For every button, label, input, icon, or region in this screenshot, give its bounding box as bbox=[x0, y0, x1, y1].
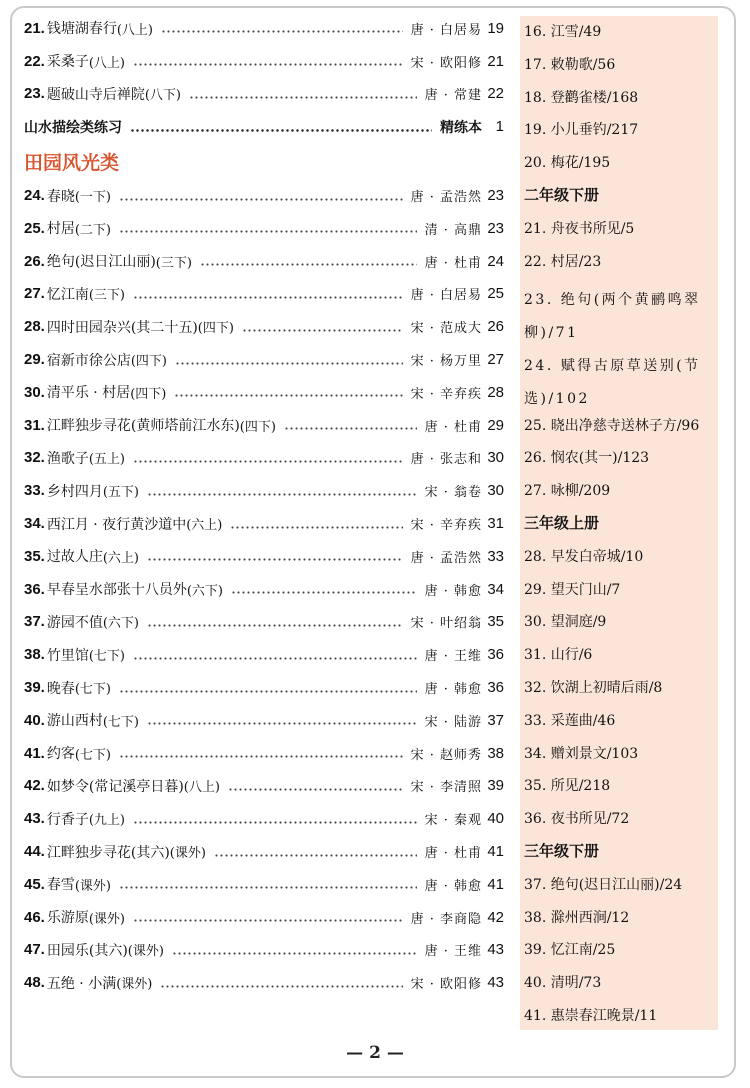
index-item[interactable]: 26. 悯农(其一)/123 bbox=[524, 450, 650, 467]
entry-grade: (三下) bbox=[155, 255, 192, 271]
toc-list-pastoral bbox=[24, 179, 504, 999]
toc-entry[interactable] bbox=[24, 934, 504, 967]
leader-dots bbox=[147, 484, 417, 498]
entry-author: 宋 · 辛弃疾 bbox=[410, 386, 482, 402]
index-item[interactable]: 23. 绝句(两个黄鹂鸣翠柳)/71 bbox=[524, 292, 701, 342]
entry-number: 48. bbox=[24, 974, 45, 992]
entry-grade: (四下) bbox=[197, 321, 234, 337]
entry-page: 31 bbox=[487, 515, 504, 533]
entry-page: 43 bbox=[487, 941, 504, 959]
entry-grade: (九上) bbox=[88, 813, 126, 829]
toc-entry[interactable] bbox=[24, 802, 504, 835]
index-item[interactable]: 33. 采莲曲/46 bbox=[524, 712, 616, 729]
entry-title: 钱塘湖春行 bbox=[46, 21, 117, 38]
leader-dots bbox=[133, 54, 403, 68]
entry-title: 游园不值 bbox=[46, 614, 103, 631]
entry-grade: (八上) bbox=[116, 22, 154, 38]
entry-title: 清平乐 · 村居 bbox=[46, 385, 131, 402]
practice-book: 精练本 bbox=[440, 118, 482, 135]
entry-title: 乐游原 bbox=[46, 910, 89, 927]
practice-row[interactable] bbox=[24, 110, 504, 143]
entry-title: 采桑子 bbox=[46, 54, 89, 71]
leader-dots bbox=[160, 976, 402, 990]
entry-page: 36 bbox=[487, 646, 504, 664]
section-title: 田园风光类 bbox=[24, 151, 120, 174]
entry-title: 五绝 · 小满 bbox=[46, 975, 117, 992]
entry-title: 江畔独步寻花(黄师塔前江水东) bbox=[46, 418, 240, 435]
entry-page: 28 bbox=[487, 383, 504, 401]
leader-dots bbox=[175, 353, 403, 367]
toc-entry[interactable] bbox=[24, 442, 504, 475]
entry-page: 41 bbox=[487, 843, 504, 861]
toc-entry[interactable] bbox=[24, 868, 504, 901]
toc-entry[interactable] bbox=[24, 409, 504, 442]
entry-grade: (五下) bbox=[102, 485, 140, 501]
entry-number: 37. bbox=[24, 613, 45, 631]
index-item[interactable]: 36. 夜书所见/72 bbox=[524, 811, 630, 828]
entry-title: 约客 bbox=[46, 746, 75, 763]
entry-title: 游山西村 bbox=[46, 713, 103, 730]
entry-page: 23 bbox=[487, 187, 504, 205]
index-item[interactable]: 39. 忆江南/25 bbox=[524, 942, 616, 959]
entry-number: 41. bbox=[24, 744, 45, 762]
toc-entry[interactable] bbox=[24, 212, 504, 245]
entry-grade: (一下) bbox=[74, 190, 112, 206]
entry-title: 春晓 bbox=[46, 188, 75, 205]
entry-title: 乡村四月 bbox=[46, 483, 103, 500]
entry-title: 西江月 · 夜行黄沙道中 bbox=[46, 516, 187, 533]
entry-page: 21 bbox=[487, 52, 504, 70]
toc-list-landscape bbox=[24, 12, 504, 110]
entry-number: 21. bbox=[24, 19, 45, 37]
entry-title: 绝句(迟日江山丽) bbox=[46, 254, 156, 271]
entry-number: 36. bbox=[24, 580, 45, 598]
entry-author: 唐 · 杜甫 bbox=[424, 419, 482, 435]
entry-number: 29. bbox=[24, 351, 45, 369]
entry-author: 唐 · 韩愈 bbox=[424, 682, 482, 698]
leader-dots bbox=[147, 615, 403, 629]
entry-grade: (二下) bbox=[74, 222, 112, 238]
index-item[interactable]: 19. 小儿垂钓/217 bbox=[524, 122, 639, 139]
entry-number: 33. bbox=[24, 482, 45, 500]
entry-number: 35. bbox=[24, 547, 45, 565]
entry-title: 渔歌子 bbox=[46, 450, 89, 467]
entry-grade: (八上) bbox=[88, 55, 126, 71]
entry-number: 45. bbox=[24, 875, 45, 893]
entry-grade: (七下) bbox=[74, 747, 112, 763]
entry-number: 46. bbox=[24, 908, 45, 926]
entry-page: 22 bbox=[487, 85, 504, 103]
entry-number: 43. bbox=[24, 810, 45, 828]
leader-dots bbox=[228, 779, 403, 793]
page-number: — 2 — bbox=[346, 1043, 404, 1063]
entry-title: 如梦令(常记溪亭日暮) bbox=[46, 778, 184, 795]
entry-number: 28. bbox=[24, 318, 45, 336]
index-item[interactable]: 17. 敕勒歌/56 bbox=[524, 56, 616, 73]
practice-title: 山水描绘类练习 bbox=[24, 118, 122, 135]
toc-left-column bbox=[24, 12, 504, 999]
entry-page: 30 bbox=[487, 482, 504, 500]
entry-page: 25 bbox=[487, 285, 504, 303]
entry-author: 宋 · 赵师秀 bbox=[410, 747, 482, 763]
entry-author: 唐 · 李商隐 bbox=[410, 911, 482, 927]
entry-title: 忆江南 bbox=[46, 286, 89, 303]
toc-entry[interactable] bbox=[24, 638, 504, 671]
practice-page: 1 bbox=[495, 118, 504, 136]
entry-author: 唐 · 白居易 bbox=[410, 288, 482, 304]
toc-entry[interactable] bbox=[24, 901, 504, 934]
entry-title: 竹里馆 bbox=[46, 647, 89, 664]
entry-page: 42 bbox=[487, 908, 504, 926]
entry-page: 40 bbox=[487, 810, 504, 828]
leader-dots bbox=[174, 385, 402, 399]
entry-author: 唐 · 孟浩然 bbox=[410, 190, 482, 206]
entry-author: 唐 · 王维 bbox=[424, 944, 482, 960]
entry-grade: (八下) bbox=[144, 88, 182, 104]
entry-author: 宋 · 杨万里 bbox=[410, 354, 482, 370]
leader-dots bbox=[133, 812, 417, 826]
toc-entry[interactable] bbox=[24, 45, 504, 78]
entry-page: 34 bbox=[487, 580, 504, 598]
toc-entry[interactable] bbox=[24, 737, 504, 770]
index-item[interactable]: 27. 咏柳/209 bbox=[524, 483, 611, 500]
entry-author: 宋 · 陆游 bbox=[424, 714, 482, 730]
toc-entry[interactable] bbox=[24, 507, 504, 540]
entry-title: 过故人庄 bbox=[46, 549, 103, 566]
leader-dots bbox=[189, 87, 417, 101]
entry-page: 43 bbox=[487, 974, 504, 992]
leader-dots bbox=[130, 120, 432, 134]
index-item[interactable]: 38. 滁州西涧/12 bbox=[524, 909, 630, 926]
entry-grade: (六上) bbox=[102, 550, 140, 566]
entry-number: 32. bbox=[24, 449, 45, 467]
entry-grade: (四下) bbox=[130, 354, 168, 370]
entry-grade: (课外) bbox=[116, 977, 153, 993]
entry-number: 31. bbox=[24, 416, 45, 434]
leader-dots bbox=[242, 320, 403, 334]
entry-author: 唐 · 常建 bbox=[424, 88, 482, 104]
entry-grade: (五上) bbox=[88, 452, 126, 468]
index-item[interactable]: 20. 梅花/195 bbox=[524, 155, 611, 172]
entry-page: 37 bbox=[487, 711, 504, 729]
entry-page: 33 bbox=[487, 547, 504, 565]
index-item[interactable]: 28. 早发白帝城/10 bbox=[524, 548, 644, 565]
entry-title: 春雪 bbox=[46, 877, 75, 894]
grade-index-column bbox=[520, 16, 718, 1030]
index-item[interactable]: 16. 江雪/49 bbox=[524, 24, 602, 40]
leader-dots bbox=[119, 746, 403, 760]
entry-grade: (八上) bbox=[183, 780, 220, 796]
leader-dots bbox=[172, 943, 417, 957]
entry-page: 36 bbox=[487, 679, 504, 697]
index-item[interactable]: 30. 望洞庭/9 bbox=[524, 614, 607, 631]
entry-author: 唐 · 杜甫 bbox=[424, 255, 482, 271]
entry-page: 19 bbox=[487, 19, 504, 37]
entry-title: 行香子 bbox=[46, 811, 89, 828]
entry-grade: (课外) bbox=[169, 846, 206, 862]
index-item[interactable]: 41. 惠崇春江晚景/11 bbox=[524, 1008, 658, 1024]
index-item[interactable]: 31. 山行/6 bbox=[524, 647, 593, 664]
entry-author: 宋 · 辛弃疾 bbox=[410, 518, 482, 534]
entry-author: 唐 · 杜甫 bbox=[424, 846, 482, 862]
entry-author: 唐 · 王维 bbox=[424, 649, 482, 665]
entry-number: 24. bbox=[24, 187, 45, 205]
toc-entry[interactable] bbox=[24, 310, 504, 343]
leader-dots bbox=[147, 713, 417, 727]
entry-number: 25. bbox=[24, 219, 45, 237]
entry-grade: (六下) bbox=[186, 583, 224, 599]
index-item[interactable]: 32. 饮湖上初晴后雨/8 bbox=[524, 680, 663, 696]
entry-grade: (四下) bbox=[239, 419, 276, 435]
entry-page: 35 bbox=[487, 613, 504, 631]
entry-title: 田园乐(其六) bbox=[46, 942, 128, 959]
entry-page: 27 bbox=[487, 351, 504, 369]
toc-entry[interactable] bbox=[24, 245, 504, 278]
entry-title: 村居 bbox=[46, 221, 75, 238]
entry-author: 宋 · 范成大 bbox=[410, 321, 482, 337]
index-item[interactable]: 21. 舟夜书所见/5 bbox=[524, 220, 635, 237]
entry-number: 23. bbox=[24, 85, 45, 103]
entry-number: 39. bbox=[24, 679, 45, 697]
entry-number: 42. bbox=[24, 777, 45, 795]
leader-dots bbox=[133, 451, 403, 465]
entry-grade: (课外) bbox=[127, 944, 164, 960]
entry-author: 宋 · 欧阳修 bbox=[410, 55, 482, 71]
index-item[interactable]: 35. 所见/218 bbox=[524, 778, 611, 795]
leader-dots bbox=[133, 648, 417, 662]
entry-grade: (七下) bbox=[102, 714, 140, 730]
index-item[interactable]: 18. 登鹳雀楼/168 bbox=[524, 89, 639, 106]
entry-title: 四时田园杂兴(其二十五) bbox=[46, 319, 198, 336]
toc-entry[interactable] bbox=[24, 573, 504, 606]
leader-dots bbox=[161, 21, 403, 35]
entry-page: 30 bbox=[487, 449, 504, 467]
index-item[interactable]: 34. 赠刘景文/103 bbox=[524, 745, 639, 762]
entry-grade: (三下) bbox=[88, 288, 126, 304]
toc-entry[interactable] bbox=[24, 770, 504, 803]
entry-grade: (七下) bbox=[74, 682, 112, 698]
toc-entry[interactable] bbox=[24, 966, 504, 999]
entry-grade: (四下) bbox=[130, 386, 167, 402]
entry-grade: (七下) bbox=[88, 649, 126, 665]
entry-number: 34. bbox=[24, 515, 45, 533]
leader-dots bbox=[133, 910, 403, 924]
leader-dots bbox=[230, 517, 402, 531]
entry-grade: (六下) bbox=[102, 616, 140, 632]
grade-heading: 三年级下册 bbox=[524, 843, 600, 860]
entry-author: 唐 · 白居易 bbox=[410, 22, 482, 38]
leader-dots bbox=[231, 582, 417, 596]
entry-page: 24 bbox=[487, 252, 504, 270]
leader-dots bbox=[284, 418, 417, 432]
entry-grade: (课外) bbox=[88, 911, 126, 927]
entry-page: 29 bbox=[487, 416, 504, 434]
toc-entry[interactable] bbox=[24, 376, 504, 409]
entry-author: 宋 · 李清照 bbox=[410, 780, 482, 796]
entry-number: 22. bbox=[24, 52, 45, 70]
index-item[interactable]: 40. 清明/73 bbox=[524, 975, 602, 992]
entry-page: 23 bbox=[487, 219, 504, 237]
leader-dots bbox=[147, 549, 403, 563]
leader-dots bbox=[119, 681, 417, 695]
entry-page: 38 bbox=[487, 744, 504, 762]
entry-author: 唐 · 张志和 bbox=[410, 452, 482, 468]
entry-grade: (课外) bbox=[74, 878, 112, 894]
leader-dots bbox=[119, 189, 403, 203]
entry-author: 宋 · 秦观 bbox=[424, 813, 482, 829]
entry-number: 27. bbox=[24, 285, 45, 303]
entry-page: 41 bbox=[487, 875, 504, 893]
grade-heading: 三年级上册 bbox=[524, 515, 600, 532]
entry-page: 26 bbox=[487, 318, 504, 336]
toc-entry[interactable] bbox=[24, 78, 504, 111]
entry-title: 晚春 bbox=[46, 680, 75, 697]
entry-title: 题破山寺后禅院 bbox=[46, 86, 145, 103]
grade-heading: 二年级下册 bbox=[524, 187, 600, 204]
index-item[interactable]: 24. 赋得古原草送别(节选)/102 bbox=[524, 358, 701, 407]
toc-entry[interactable] bbox=[24, 540, 504, 573]
entry-title: 宿新市徐公店 bbox=[46, 352, 131, 369]
leader-dots bbox=[119, 877, 417, 891]
entry-page: 39 bbox=[487, 777, 504, 795]
entry-title: 早春呈水部张十八员外 bbox=[46, 582, 187, 599]
leader-dots bbox=[119, 221, 417, 235]
entry-number: 40. bbox=[24, 711, 45, 729]
entry-number: 26. bbox=[24, 252, 45, 270]
leader-dots bbox=[200, 254, 417, 268]
leader-dots bbox=[214, 845, 417, 859]
toc-entry[interactable] bbox=[24, 474, 504, 507]
toc-entry[interactable] bbox=[24, 704, 504, 737]
entry-number: 44. bbox=[24, 843, 45, 861]
toc-entry[interactable] bbox=[24, 179, 504, 212]
entry-author: 唐 · 韩愈 bbox=[424, 583, 482, 599]
entry-author: 宋 · 欧阳修 bbox=[410, 977, 482, 993]
toc-entry[interactable] bbox=[24, 278, 504, 311]
leader-dots bbox=[133, 287, 403, 301]
entry-author: 宋 · 翁卷 bbox=[424, 485, 482, 501]
toc-entry[interactable] bbox=[24, 606, 504, 639]
entry-author: 清 · 高鼎 bbox=[424, 222, 482, 238]
toc-entry[interactable] bbox=[24, 835, 504, 868]
toc-entry[interactable] bbox=[24, 12, 504, 45]
index-item[interactable]: 29. 望天门山/7 bbox=[524, 581, 621, 598]
entry-number: 30. bbox=[24, 383, 45, 401]
index-item[interactable]: 22. 村居/23 bbox=[524, 253, 602, 270]
index-item[interactable]: 37. 绝句(迟日江山丽)/24 bbox=[524, 876, 683, 893]
entry-number: 47. bbox=[24, 941, 45, 959]
toc-entry[interactable] bbox=[24, 671, 504, 704]
entry-title: 江畔独步寻花(其六) bbox=[46, 844, 170, 861]
entry-author: 宋 · 叶绍翁 bbox=[410, 616, 482, 632]
entry-author: 唐 · 韩愈 bbox=[424, 878, 482, 894]
entry-grade: (六上) bbox=[186, 518, 223, 534]
entry-number: 38. bbox=[24, 646, 45, 664]
toc-entry[interactable] bbox=[24, 343, 504, 376]
index-item[interactable]: 25. 晓出净慈寺送林子方/96 bbox=[524, 417, 700, 434]
entry-author: 唐 · 孟浩然 bbox=[410, 550, 482, 566]
